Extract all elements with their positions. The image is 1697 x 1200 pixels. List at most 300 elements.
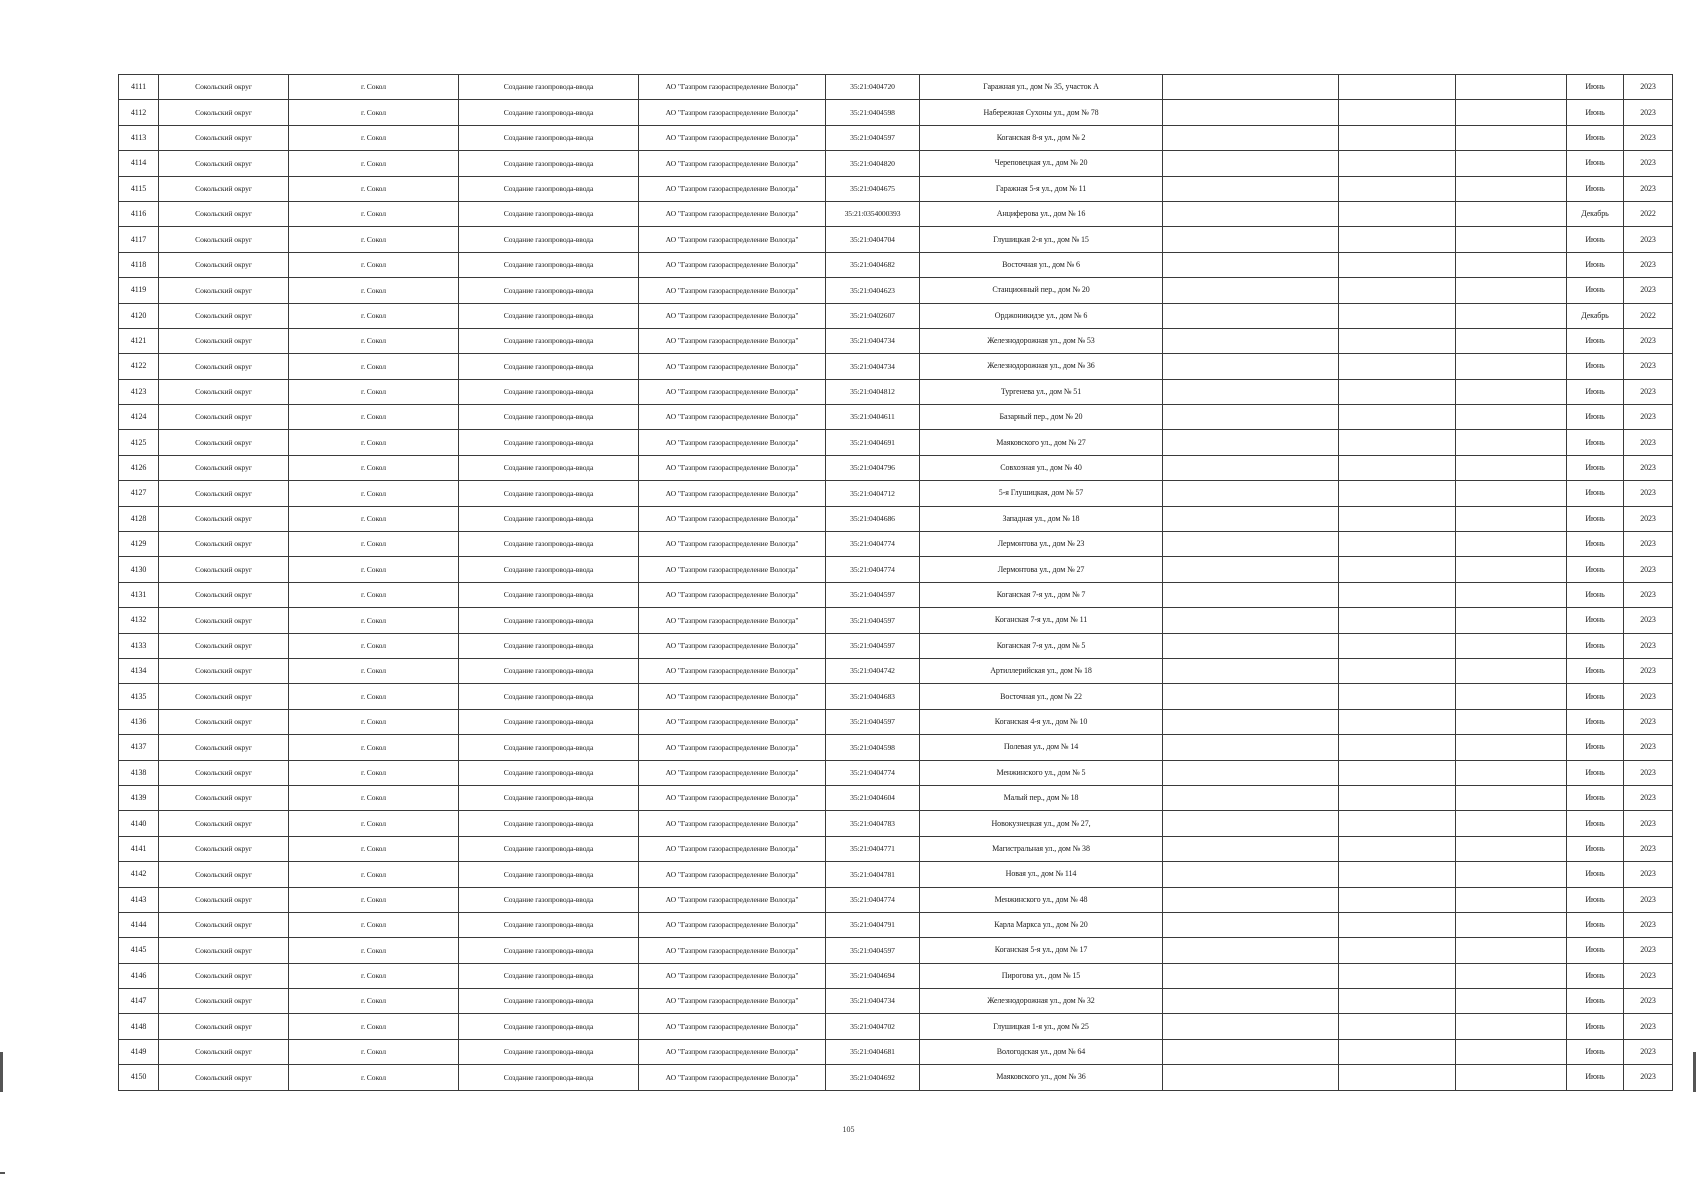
- work-type-cell: Создание газопровода-ввода: [459, 760, 639, 785]
- table-row: [119, 735, 1673, 760]
- month-cell: Июнь: [1567, 785, 1624, 810]
- empty-cell: [1456, 785, 1567, 810]
- organization-cell: АО "Газпром газораспределение Вологда": [639, 354, 826, 379]
- month-cell: Июнь: [1567, 557, 1624, 582]
- table-row: [119, 912, 1673, 937]
- empty-cell: [1456, 278, 1567, 303]
- address-cell: Железнодорожная ул., дом № 32: [920, 989, 1163, 1014]
- locality-cell: г. Сокол: [289, 1014, 459, 1039]
- empty-cell: [1456, 963, 1567, 988]
- district-cell: Сокольский округ: [159, 735, 289, 760]
- work-type-cell: Создание газопровода-ввода: [459, 887, 639, 912]
- address-cell: Полевая ул., дом № 14: [920, 735, 1163, 760]
- row-number-cell: 4140: [119, 811, 159, 836]
- table-row: [119, 227, 1673, 252]
- locality-cell: г. Сокол: [289, 557, 459, 582]
- year-cell: 2023: [1624, 430, 1673, 455]
- month-cell: Июнь: [1567, 455, 1624, 480]
- address-cell: Магистральная ул., дом № 38: [920, 836, 1163, 861]
- work-type-cell: Создание газопровода-ввода: [459, 658, 639, 683]
- empty-cell: [1163, 785, 1339, 810]
- organization-cell: АО "Газпром газораспределение Вологда": [639, 912, 826, 937]
- address-cell: Малый пер., дом № 18: [920, 785, 1163, 810]
- district-cell: Сокольский округ: [159, 963, 289, 988]
- table-row: [119, 1014, 1673, 1039]
- empty-cell: [1339, 938, 1456, 963]
- organization-cell: АО "Газпром газораспределение Вологда": [639, 582, 826, 607]
- cadastral-number-cell: 35:21:0404791: [826, 912, 920, 937]
- table-row: [119, 760, 1673, 785]
- table-row: [119, 405, 1673, 430]
- empty-cell: [1339, 709, 1456, 734]
- empty-cell: [1456, 633, 1567, 658]
- cadastral-number-cell: 35:21:0404796: [826, 455, 920, 480]
- empty-cell: [1163, 303, 1339, 328]
- empty-cell: [1163, 811, 1339, 836]
- work-type-cell: Создание газопровода-ввода: [459, 227, 639, 252]
- month-cell: Июнь: [1567, 125, 1624, 150]
- address-cell: Менжинского ул., дом № 5: [920, 760, 1163, 785]
- empty-cell: [1456, 684, 1567, 709]
- table-row: [119, 658, 1673, 683]
- locality-cell: г. Сокол: [289, 582, 459, 607]
- district-cell: Сокольский округ: [159, 709, 289, 734]
- locality-cell: г. Сокол: [289, 151, 459, 176]
- table-body: [119, 75, 1673, 1091]
- work-type-cell: Создание газопровода-ввода: [459, 1065, 639, 1090]
- year-cell: 2023: [1624, 811, 1673, 836]
- row-number-cell: 4146: [119, 963, 159, 988]
- month-cell: Июнь: [1567, 151, 1624, 176]
- address-cell: Коганская 4-я ул., дом № 10: [920, 709, 1163, 734]
- month-cell: Июнь: [1567, 481, 1624, 506]
- address-cell: Менжинского ул., дом № 48: [920, 887, 1163, 912]
- district-cell: Сокольский округ: [159, 379, 289, 404]
- empty-cell: [1339, 582, 1456, 607]
- address-cell: Вологодская ул., дом № 64: [920, 1039, 1163, 1064]
- row-number-cell: 4125: [119, 430, 159, 455]
- work-type-cell: Создание газопровода-ввода: [459, 963, 639, 988]
- table-row: [119, 963, 1673, 988]
- district-cell: Сокольский округ: [159, 532, 289, 557]
- work-type-cell: Создание газопровода-ввода: [459, 303, 639, 328]
- organization-cell: АО "Газпром газораспределение Вологда": [639, 836, 826, 861]
- organization-cell: АО "Газпром газораспределение Вологда": [639, 278, 826, 303]
- locality-cell: г. Сокол: [289, 862, 459, 887]
- cadastral-number-cell: 35:21:0404598: [826, 100, 920, 125]
- row-number-cell: 4133: [119, 633, 159, 658]
- empty-cell: [1339, 989, 1456, 1014]
- empty-cell: [1456, 658, 1567, 683]
- district-cell: Сокольский округ: [159, 938, 289, 963]
- locality-cell: г. Сокол: [289, 328, 459, 353]
- organization-cell: АО "Газпром газораспределение Вологда": [639, 963, 826, 988]
- month-cell: Июнь: [1567, 811, 1624, 836]
- year-cell: 2023: [1624, 151, 1673, 176]
- empty-cell: [1339, 506, 1456, 531]
- organization-cell: АО "Газпром газораспределение Вологда": [639, 430, 826, 455]
- empty-cell: [1163, 506, 1339, 531]
- row-number-cell: 4116: [119, 201, 159, 226]
- empty-cell: [1456, 75, 1567, 100]
- year-cell: 2023: [1624, 252, 1673, 277]
- empty-cell: [1339, 912, 1456, 937]
- empty-cell: [1339, 405, 1456, 430]
- empty-cell: [1456, 760, 1567, 785]
- table-row: [119, 938, 1673, 963]
- address-cell: Артиллерийская ул., дом № 18: [920, 658, 1163, 683]
- empty-cell: [1339, 862, 1456, 887]
- empty-cell: [1339, 735, 1456, 760]
- work-type-cell: Создание газопровода-ввода: [459, 100, 639, 125]
- cadastral-number-cell: 35:21:0404820: [826, 151, 920, 176]
- work-type-cell: Создание газопровода-ввода: [459, 125, 639, 150]
- month-cell: Июнь: [1567, 633, 1624, 658]
- cadastral-number-cell: 35:21:0404597: [826, 608, 920, 633]
- address-cell: Набережная Сухоны ул., дом № 78: [920, 100, 1163, 125]
- month-cell: Июнь: [1567, 1039, 1624, 1064]
- district-cell: Сокольский округ: [159, 785, 289, 810]
- year-cell: 2023: [1624, 354, 1673, 379]
- year-cell: 2023: [1624, 887, 1673, 912]
- address-cell: Маяковского ул., дом № 27: [920, 430, 1163, 455]
- page-number: 105: [842, 1125, 855, 1134]
- organization-cell: АО "Газпром газораспределение Вологда": [639, 328, 826, 353]
- table-row: [119, 506, 1673, 531]
- empty-cell: [1163, 608, 1339, 633]
- year-cell: 2023: [1624, 506, 1673, 531]
- organization-cell: АО "Газпром газораспределение Вологда": [639, 862, 826, 887]
- empty-cell: [1163, 633, 1339, 658]
- table-row: [119, 252, 1673, 277]
- organization-cell: АО "Газпром газораспределение Вологда": [639, 379, 826, 404]
- district-cell: Сокольский округ: [159, 405, 289, 430]
- empty-cell: [1163, 328, 1339, 353]
- year-cell: 2023: [1624, 278, 1673, 303]
- empty-cell: [1339, 658, 1456, 683]
- year-cell: 2023: [1624, 100, 1673, 125]
- work-type-cell: Создание газопровода-ввода: [459, 862, 639, 887]
- work-type-cell: Создание газопровода-ввода: [459, 328, 639, 353]
- work-type-cell: Создание газопровода-ввода: [459, 1014, 639, 1039]
- district-cell: Сокольский округ: [159, 836, 289, 861]
- work-type-cell: Создание газопровода-ввода: [459, 481, 639, 506]
- bottom-left-edge-tick: [0, 1172, 5, 1174]
- year-cell: 2023: [1624, 532, 1673, 557]
- locality-cell: г. Сокол: [289, 252, 459, 277]
- month-cell: Июнь: [1567, 836, 1624, 861]
- locality-cell: г. Сокол: [289, 887, 459, 912]
- locality-cell: г. Сокол: [289, 125, 459, 150]
- table-row: [119, 1039, 1673, 1064]
- empty-cell: [1456, 328, 1567, 353]
- empty-cell: [1456, 608, 1567, 633]
- row-number-cell: 4129: [119, 532, 159, 557]
- empty-cell: [1339, 608, 1456, 633]
- cadastral-number-cell: 35:21:0404597: [826, 582, 920, 607]
- work-type-cell: Создание газопровода-ввода: [459, 405, 639, 430]
- organization-cell: АО "Газпром газораспределение Вологда": [639, 405, 826, 430]
- empty-cell: [1339, 836, 1456, 861]
- month-cell: Июнь: [1567, 532, 1624, 557]
- month-cell: Июнь: [1567, 938, 1624, 963]
- district-cell: Сокольский округ: [159, 1065, 289, 1090]
- table-row: [119, 633, 1673, 658]
- table-row: [119, 176, 1673, 201]
- row-number-cell: 4131: [119, 582, 159, 607]
- address-cell: Новая ул., дом № 114: [920, 862, 1163, 887]
- empty-cell: [1456, 582, 1567, 607]
- month-cell: Июнь: [1567, 912, 1624, 937]
- work-type-cell: Создание газопровода-ввода: [459, 455, 639, 480]
- work-type-cell: Создание газопровода-ввода: [459, 582, 639, 607]
- empty-cell: [1339, 760, 1456, 785]
- month-cell: Июнь: [1567, 1014, 1624, 1039]
- month-cell: Июнь: [1567, 328, 1624, 353]
- empty-cell: [1163, 379, 1339, 404]
- work-type-cell: Создание газопровода-ввода: [459, 532, 639, 557]
- empty-cell: [1339, 532, 1456, 557]
- year-cell: 2023: [1624, 735, 1673, 760]
- empty-cell: [1339, 557, 1456, 582]
- cadastral-number-cell: 35:21:0404781: [826, 862, 920, 887]
- empty-cell: [1456, 811, 1567, 836]
- row-number-cell: 4145: [119, 938, 159, 963]
- organization-cell: АО "Газпром газораспределение Вологда": [639, 252, 826, 277]
- empty-cell: [1456, 1014, 1567, 1039]
- row-number-cell: 4118: [119, 252, 159, 277]
- organization-cell: АО "Газпром газораспределение Вологда": [639, 557, 826, 582]
- empty-cell: [1163, 862, 1339, 887]
- cadastral-number-cell: 35:21:0404597: [826, 938, 920, 963]
- cadastral-number-cell: 35:21:0404604: [826, 785, 920, 810]
- year-cell: 2023: [1624, 836, 1673, 861]
- empty-cell: [1163, 989, 1339, 1014]
- empty-cell: [1163, 709, 1339, 734]
- row-number-cell: 4111: [119, 75, 159, 100]
- month-cell: Июнь: [1567, 684, 1624, 709]
- empty-cell: [1163, 887, 1339, 912]
- organization-cell: АО "Газпром газораспределение Вологда": [639, 506, 826, 531]
- empty-cell: [1163, 1065, 1339, 1090]
- year-cell: 2023: [1624, 1039, 1673, 1064]
- table-row: [119, 455, 1673, 480]
- work-type-cell: Создание газопровода-ввода: [459, 252, 639, 277]
- empty-cell: [1456, 887, 1567, 912]
- work-type-cell: Создание газопровода-ввода: [459, 506, 639, 531]
- work-type-cell: Создание газопровода-ввода: [459, 354, 639, 379]
- empty-cell: [1456, 303, 1567, 328]
- table-row: [119, 303, 1673, 328]
- work-type-cell: Создание газопровода-ввода: [459, 557, 639, 582]
- organization-cell: АО "Газпром газораспределение Вологда": [639, 684, 826, 709]
- empty-cell: [1339, 963, 1456, 988]
- empty-cell: [1339, 684, 1456, 709]
- work-type-cell: Создание газопровода-ввода: [459, 709, 639, 734]
- empty-cell: [1163, 658, 1339, 683]
- empty-cell: [1339, 1039, 1456, 1064]
- organization-cell: АО "Газпром газораспределение Вологда": [639, 227, 826, 252]
- year-cell: 2023: [1624, 989, 1673, 1014]
- district-cell: Сокольский округ: [159, 455, 289, 480]
- empty-cell: [1456, 176, 1567, 201]
- empty-cell: [1456, 557, 1567, 582]
- empty-cell: [1163, 252, 1339, 277]
- right-edge-mark: [1693, 1052, 1696, 1092]
- empty-cell: [1339, 252, 1456, 277]
- row-number-cell: 4117: [119, 227, 159, 252]
- address-cell: Коганская 5-я ул., дом № 17: [920, 938, 1163, 963]
- district-cell: Сокольский округ: [159, 862, 289, 887]
- year-cell: 2023: [1624, 912, 1673, 937]
- empty-cell: [1339, 379, 1456, 404]
- locality-cell: г. Сокол: [289, 760, 459, 785]
- year-cell: 2023: [1624, 379, 1673, 404]
- empty-cell: [1339, 176, 1456, 201]
- table-row: [119, 836, 1673, 861]
- address-cell: Череповецкая ул., дом № 20: [920, 151, 1163, 176]
- locality-cell: г. Сокол: [289, 201, 459, 226]
- organization-cell: АО "Газпром газораспределение Вологда": [639, 608, 826, 633]
- row-number-cell: 4128: [119, 506, 159, 531]
- table-row: [119, 532, 1673, 557]
- month-cell: Июнь: [1567, 176, 1624, 201]
- empty-cell: [1456, 151, 1567, 176]
- row-number-cell: 4113: [119, 125, 159, 150]
- month-cell: Июнь: [1567, 1065, 1624, 1090]
- cadastral-number-cell: 35:21:0404712: [826, 481, 920, 506]
- empty-cell: [1456, 379, 1567, 404]
- month-cell: Июнь: [1567, 963, 1624, 988]
- address-cell: Анциферова ул., дом № 16: [920, 201, 1163, 226]
- locality-cell: г. Сокол: [289, 227, 459, 252]
- organization-cell: АО "Газпром газораспределение Вологда": [639, 151, 826, 176]
- locality-cell: г. Сокол: [289, 735, 459, 760]
- table-row: [119, 811, 1673, 836]
- empty-cell: [1163, 836, 1339, 861]
- year-cell: 2023: [1624, 1065, 1673, 1090]
- row-number-cell: 4143: [119, 887, 159, 912]
- work-type-cell: Создание газопровода-ввода: [459, 836, 639, 861]
- district-cell: Сокольский округ: [159, 176, 289, 201]
- row-number-cell: 4138: [119, 760, 159, 785]
- organization-cell: АО "Газпром газораспределение Вологда": [639, 938, 826, 963]
- year-cell: 2023: [1624, 176, 1673, 201]
- address-cell: Западная ул., дом № 18: [920, 506, 1163, 531]
- locality-cell: г. Сокол: [289, 811, 459, 836]
- address-cell: Орджоникидзе ул., дом № 6: [920, 303, 1163, 328]
- locality-cell: г. Сокол: [289, 785, 459, 810]
- organization-cell: АО "Газпром газораспределение Вологда": [639, 633, 826, 658]
- work-type-cell: Создание газопровода-ввода: [459, 785, 639, 810]
- locality-cell: г. Сокол: [289, 481, 459, 506]
- locality-cell: г. Сокол: [289, 989, 459, 1014]
- empty-cell: [1163, 151, 1339, 176]
- month-cell: Июнь: [1567, 75, 1624, 100]
- year-cell: 2023: [1624, 328, 1673, 353]
- year-cell: 2023: [1624, 582, 1673, 607]
- month-cell: Июнь: [1567, 582, 1624, 607]
- locality-cell: г. Сокол: [289, 633, 459, 658]
- table-row: [119, 100, 1673, 125]
- year-cell: 2023: [1624, 455, 1673, 480]
- organization-cell: АО "Газпром газораспределение Вологда": [639, 75, 826, 100]
- table-row: [119, 684, 1673, 709]
- cadastral-number-cell: 35:21:0402607: [826, 303, 920, 328]
- work-type-cell: Создание газопровода-ввода: [459, 912, 639, 937]
- organization-cell: АО "Газпром газораспределение Вологда": [639, 1039, 826, 1064]
- row-number-cell: 4114: [119, 151, 159, 176]
- organization-cell: АО "Газпром газораспределение Вологда": [639, 481, 826, 506]
- cadastral-number-cell: 35:21:0404720: [826, 75, 920, 100]
- empty-cell: [1163, 912, 1339, 937]
- empty-cell: [1163, 75, 1339, 100]
- work-type-cell: Создание газопровода-ввода: [459, 735, 639, 760]
- table-row: [119, 151, 1673, 176]
- table-row: [119, 379, 1673, 404]
- empty-cell: [1339, 811, 1456, 836]
- work-type-cell: Создание газопровода-ввода: [459, 278, 639, 303]
- year-cell: 2023: [1624, 862, 1673, 887]
- locality-cell: г. Сокол: [289, 532, 459, 557]
- organization-cell: АО "Газпром газораспределение Вологда": [639, 176, 826, 201]
- cadastral-number-cell: 35:21:0404771: [826, 836, 920, 861]
- year-cell: 2023: [1624, 481, 1673, 506]
- cadastral-number-cell: 35:21:0354000393: [826, 201, 920, 226]
- month-cell: Июнь: [1567, 862, 1624, 887]
- locality-cell: г. Сокол: [289, 455, 459, 480]
- work-type-cell: Создание газопровода-ввода: [459, 201, 639, 226]
- empty-cell: [1163, 455, 1339, 480]
- table-row: [119, 430, 1673, 455]
- organization-cell: АО "Газпром газораспределение Вологда": [639, 811, 826, 836]
- address-cell: Тургенева ул., дом № 51: [920, 379, 1163, 404]
- cadastral-number-cell: 35:21:0404598: [826, 735, 920, 760]
- empty-cell: [1339, 201, 1456, 226]
- district-cell: Сокольский округ: [159, 481, 289, 506]
- empty-cell: [1339, 75, 1456, 100]
- empty-cell: [1339, 303, 1456, 328]
- district-cell: Сокольский округ: [159, 989, 289, 1014]
- row-number-cell: 4141: [119, 836, 159, 861]
- organization-cell: АО "Газпром газораспределение Вологда": [639, 201, 826, 226]
- year-cell: 2023: [1624, 125, 1673, 150]
- empty-cell: [1163, 582, 1339, 607]
- cadastral-number-cell: 35:21:0404704: [826, 227, 920, 252]
- district-cell: Сокольский округ: [159, 633, 289, 658]
- empty-cell: [1163, 227, 1339, 252]
- gas-pipeline-table: [118, 74, 1673, 1091]
- address-cell: Лермонтова ул., дом № 23: [920, 532, 1163, 557]
- work-type-cell: Создание газопровода-ввода: [459, 151, 639, 176]
- empty-cell: [1456, 201, 1567, 226]
- district-cell: Сокольский округ: [159, 608, 289, 633]
- address-cell: Лермонтова ул., дом № 27: [920, 557, 1163, 582]
- table-row: [119, 608, 1673, 633]
- district-cell: Сокольский округ: [159, 252, 289, 277]
- address-cell: Глушицкая 1-я ул., дом № 25: [920, 1014, 1163, 1039]
- address-cell: Новокузнецкая ул., дом № 27,: [920, 811, 1163, 836]
- cadastral-number-cell: 35:21:0404783: [826, 811, 920, 836]
- empty-cell: [1456, 836, 1567, 861]
- empty-cell: [1163, 176, 1339, 201]
- district-cell: Сокольский округ: [159, 684, 289, 709]
- organization-cell: АО "Газпром газораспределение Вологда": [639, 709, 826, 734]
- district-cell: Сокольский округ: [159, 811, 289, 836]
- empty-cell: [1339, 1065, 1456, 1090]
- address-cell: Базарный пер., дом № 20: [920, 405, 1163, 430]
- cadastral-number-cell: 35:21:0404774: [826, 887, 920, 912]
